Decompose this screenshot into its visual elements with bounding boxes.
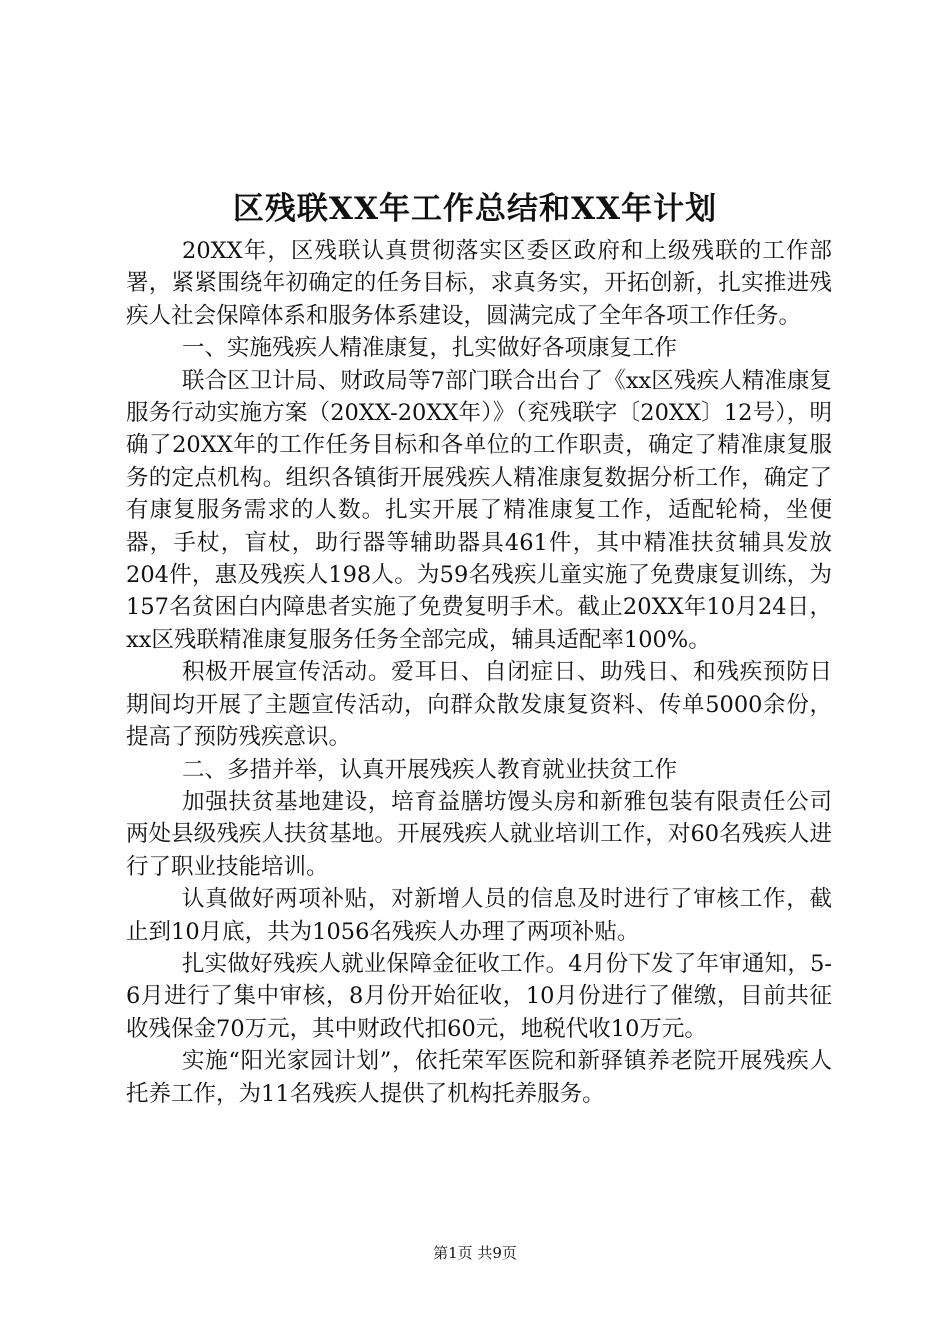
paragraph-sunshine-home: 实施“阳光家园计划”，依托荣军医院和新驿镇养老院开展残疾人托养工作，为11名残疾人提供了机构托养服务。 xyxy=(126,1048,832,1107)
section-heading-2: 二、多措并举，认真开展残疾人教育就业扶贫工作 xyxy=(182,756,678,783)
paragraph-intro: 20XX年，区残联认真贯彻落实区委区政府和上级残联的工作部署，紧紧围绕年初确定的任务目标，求真务实，开拓创新，扎实推进残疾人社会保障体系和服务体系建设，圆满完成了全年各项工作任务。 xyxy=(126,238,832,329)
paragraph-subsidies: 认真做好两项补贴，对新增人员的信息及时进行了审核工作，截止到10月底，共为1056名残疾人办理了两项补贴。 xyxy=(126,886,832,945)
document-body xyxy=(126,235,832,1110)
paragraph-poverty-base: 加强扶贫基地建设，培育益膳坊馒头房和新雅包装有限责任公司两处县级残疾人扶贫基地。开展残疾人就业培训工作，对60名残疾人进行了职业技能培训。 xyxy=(126,788,832,880)
paragraph-employment-fund: 扎实做好残疾人就业保障金征收工作。4月份下发了年审通知，5-6月进行了集中审核，8月份开始征收，10月份进行了催缴，目前共征收残保金70万元，其中财政代扣60元，地税代收10万元。 xyxy=(126,950,832,1042)
paragraph-publicity: 积极开展宣传活动。爱耳日、自闭症日、助残日、和残疾预防日期间均开展了主题宣传活动，向群众散发康复资料、传单5000余份，提高了预防残疾意识。 xyxy=(126,659,832,751)
paragraph-rehab-plan: 联合区卫计局、财政局等7部门联合出台了《xx区残疾人精准康复服务行动实施方案（20XX-20XX年）》（兖残联字〔20XX〕12号），明确了20XX年的工作任务目标和各单位的工作职责，确定了精准康复服务的定点机构。组织各镇街开展残疾人精准康复数据分析工作，确定了有康复服务需求的人数。扎实开展了精准康复工作，适配轮椅，坐便器，手杖，盲杖，助行器等辅助器具461件，其中精准扶贫辅具发放204件，惠及残疾人198人。为59名残疾儿童实施了免费康复训练，为157名贫困白内障患者实施了免费复明手术。截止20XX年10月24日，xx区残联精准康复服务任务全部完成，辅具适配率100%。 xyxy=(126,367,832,653)
page-number: 第1页 共9页 xyxy=(433,1244,517,1262)
document-title: 区残联XX年工作总结和XX年计划 xyxy=(232,191,718,227)
section-heading-1: 一、实施残疾人精准康复，扎实做好各项康复工作 xyxy=(182,335,678,362)
